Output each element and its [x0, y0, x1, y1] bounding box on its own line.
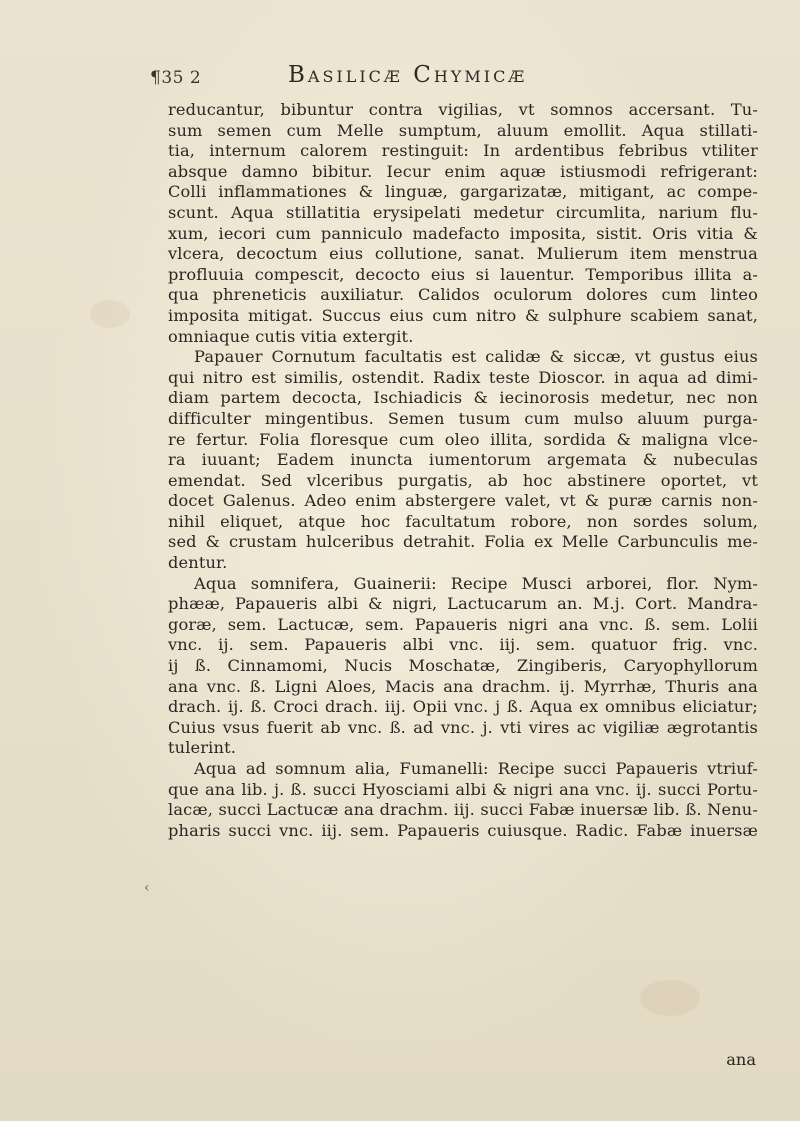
text-line: profluuia compescit, decocto eius si lauentur. Temporibus illita a- [168, 264, 758, 284]
text-line: ana vnc. ß. Ligni Aloes, Macis ana drachm. ij. Myrrhæ, Thuris ana [168, 676, 758, 696]
text-line: re fertur. Folia floresque cum oleo illita, sordida & maligna vlce- [168, 429, 758, 449]
text-line: pharis succi vnc. iij. sem. Papaueris cuiusque. Radic. Fabæ inuersæ [168, 820, 758, 840]
text-line: qua phreneticis auxiliatur. Calidos oculorum dolores cum linteo [168, 285, 758, 305]
text-line: sed & crustam hulceribus detrahit. Folia ex Melle Carbunculis me- [168, 532, 758, 552]
text-line: vnc. ij. sem. Papaueris albi vnc. iij. sem. quatuor frig. vnc. [168, 635, 758, 655]
text-line: ra iuuant; Eadem inuncta iumentorum argemata & nubeculas [168, 450, 758, 470]
body-text [168, 100, 758, 841]
text-line: que ana lib. j. ß. succi Hyosciami albi & nigri ana vnc. ij. succi Portu- [168, 779, 758, 799]
text-line: ij ß. Cinnamomi, Nucis Moschatæ, Zingiberis, Caryophyllorum [168, 656, 758, 676]
text-line: docet Galenus. Adeo enim abstergere valet, vt & puræ carnis non- [168, 491, 758, 511]
text-line: Colli inflammationes & linguæ, gargarizatæ, mitigant, ac compe- [168, 182, 758, 202]
text-line: Cuius vsus fuerit ab vnc. ß. ad vnc. j. vti vires ac vigiliæ ægrotantis [168, 717, 758, 737]
paragraph-start-line: Aqua ad somnum alia, Fumanelli: Recipe succi Papaueris vtriuf- [194, 759, 758, 778]
text-line: nihil eliquet, atque hoc facultatum robore, non sordes solum, [168, 511, 758, 531]
paragraph-start-line: Papauer Cornutum facultatis est calidæ & siccæ, vt gustus eius [194, 347, 758, 367]
text-line: sum semen cum Melle sumptum, aluum emollit. Aqua stillati- [168, 120, 758, 140]
text-line: dentur. [168, 553, 228, 573]
page-header [150, 62, 750, 96]
text-line: imposita mitigat. Succus eius cum nitro & sulphure scabiem sanat, [168, 305, 758, 325]
text-line: drach. ij. ß. Croci drach. iij. Opii vnc. j ß. Aqua ex omnibus eliciatur; [168, 697, 758, 717]
text-line: tulerint. [168, 738, 237, 758]
text-line: qui nitro est similis, ostendit. Radix teste Dioscor. in aqua ad dimi- [168, 367, 758, 387]
paragraph-start-line: Aqua somnifera, Guainerii: Recipe Musci arborei, flor. Nym- [194, 573, 758, 593]
text-line: absque damno bibitur. Iecur enim aquæ istiusmodi refrigerant: [168, 161, 758, 181]
text-line: scunt. Aqua stillatitia erysipelati medetur circumlita, narium flu- [168, 202, 758, 222]
text-line: diam partem decocta, Ischiadicis & iecinorosis medetur, nec non [168, 388, 758, 408]
margin-mark: ‹ [144, 880, 150, 896]
text-line: vlcera, decoctum eius collutione, sanat. Mulierum item menstrua [168, 244, 758, 264]
text-line: emendat. Sed vlceribus purgatis, ab hoc abstinere oportet, vt [168, 470, 758, 490]
catchword: ana [726, 1050, 756, 1069]
text-line: reducantur, bibuntur contra vigilias, vt somnos accersant. Tu- [168, 100, 758, 119]
page-number: ¶35 2 [150, 68, 202, 88]
text-line: tia, internum calorem restinguit: In ardentibus febribus vtiliter [168, 141, 758, 161]
text-line: lacæ, succi Lactucæ ana drachm. iij. succi Fabæ inuersæ lib. ß. Nenu- [168, 800, 758, 820]
text-line: xum, iecori cum panniculo madefacto imposita, sistit. Oris vitia & [168, 223, 758, 243]
text-line: omniaque cutis vitia extergit. [168, 326, 414, 346]
text-line: goræ, sem. Lactucæ, sem. Papaueris nigri ana vnc. ß. sem. Lolii [168, 614, 758, 634]
running-title: Basilicæ Chymicæ [288, 62, 528, 88]
text-line: difficulter mingentibus. Semen tusum cum mulso aluum purga- [168, 408, 758, 428]
text-line: phææ, Papaueris albi & nigri, Lactucarum an. M.j. Cort. Mandra- [168, 594, 758, 614]
